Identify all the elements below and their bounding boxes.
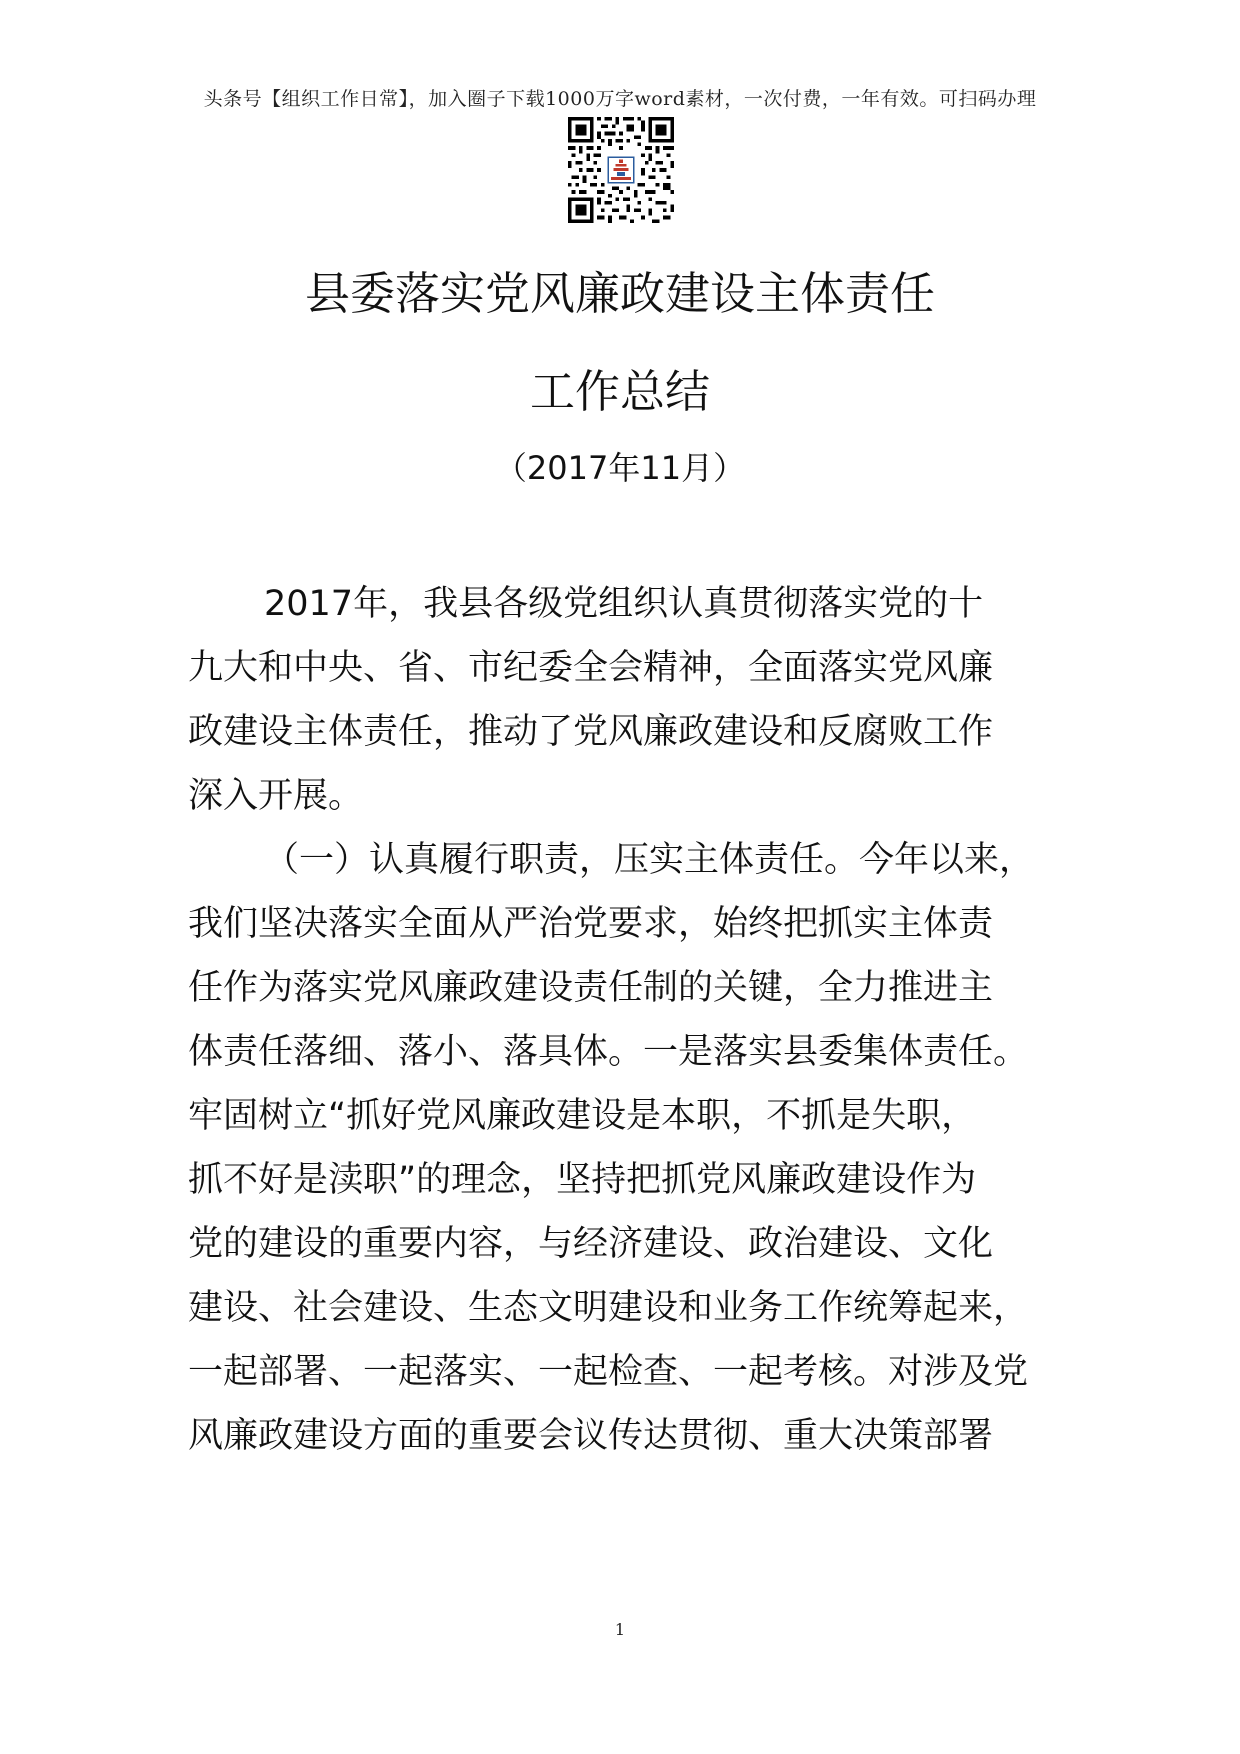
document-title-line-1: 县委落实党风廉政建设主体责任 xyxy=(304,267,935,320)
body-line: （一）认真履行职责，压实主体责任。今年以来， xyxy=(264,840,1035,880)
body-line: 建设、社会建设、生态文明建设和业务工作统筹起来， xyxy=(188,1288,1029,1328)
body-line: 风廉政建设方面的重要会议传达贯彻、重大决策部署 xyxy=(188,1416,994,1456)
document-date: （2017年11月） xyxy=(494,449,746,487)
body-line: 深入开展。 xyxy=(188,776,364,816)
document-body xyxy=(188,572,1088,1468)
body-line: 一起部署、一起落实、一起检查、一起考核。对涉及党 xyxy=(188,1352,1029,1392)
document-title-line-2: 工作总结 xyxy=(529,365,710,418)
body-line: 牢固树立“抓好党风廉政建设是本职，不抓是失职， xyxy=(188,1096,977,1136)
body-line: 抓不好是渎职”的理念，坚持把抓党风廉政建设作为 xyxy=(188,1160,977,1200)
body-line: 我们坚决落实全面从严治党要求，始终把抓实主体责 xyxy=(188,904,994,944)
body-line: 党的建设的重要内容，与经济建设、政治建设、文化 xyxy=(188,1224,994,1264)
body-line: 政建设主体责任，推动了党风廉政建设和反腐败工作 xyxy=(188,712,994,752)
page-number: 1 xyxy=(614,1620,626,1639)
body-line: 任作为落实党风廉政建设责任制的关键，全力推进主 xyxy=(188,968,994,1008)
body-line: 体责任落细、落小、落具体。一是落实县委集体责任。 xyxy=(188,1032,1029,1072)
body-line: 九大和中央、省、市纪委全会精神，全面落实党风廉 xyxy=(188,648,994,688)
header-note: 头条号【组织工作日常】，加入圈子下载1000万字word素材，一次付费，一年有效。可扫码办理 xyxy=(203,88,1037,110)
body-line: 2017年，我县各级党组织认真贯彻落实党的十 xyxy=(264,584,984,624)
qr-code-icon xyxy=(568,117,674,223)
